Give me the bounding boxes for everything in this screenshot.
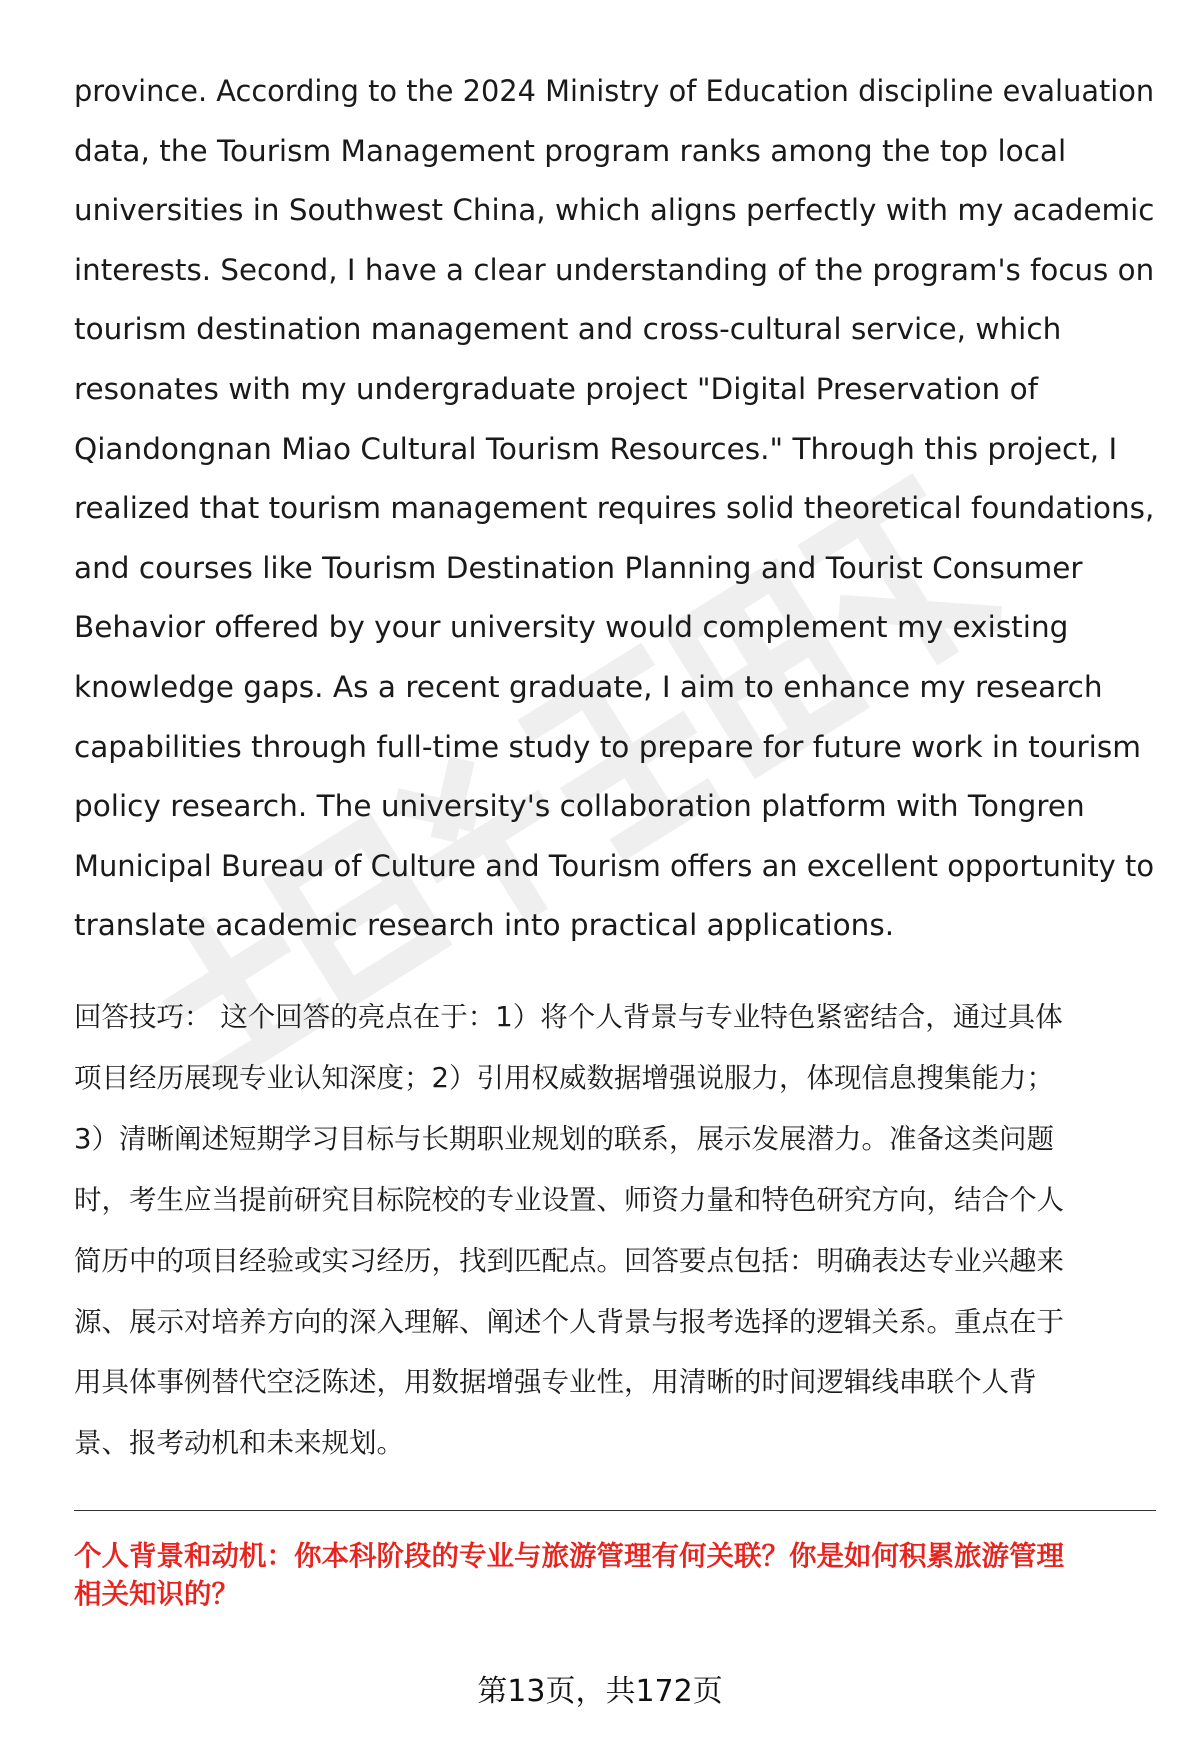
answer-line: Behavior offered by your university would complement my existing	[74, 610, 1069, 645]
answer-line: resonates with my undergraduate project "Digital Preservation of	[74, 371, 1039, 406]
answer-line: translate academic research into practical applications.	[74, 908, 895, 943]
question-line: 个人背景和动机：你本科阶段的专业与旅游管理有何关联？你是如何积累旅游管理	[74, 1540, 1064, 1572]
answer-tips-paragraph	[74, 987, 1154, 1474]
answer-line: policy research. The university's collaboration platform with Tongren	[74, 789, 1085, 824]
tips-line: 3）清晰阐述短期学习目标与长期职业规划的联系，展示发展潜力。准备这类问题	[74, 1122, 1054, 1155]
answer-line: realized that tourism management requires solid theoretical foundations,	[74, 491, 1155, 526]
answer-line: knowledge gaps. As a recent graduate, I aim to enhance my research	[74, 669, 1103, 704]
section-divider	[74, 1510, 1156, 1511]
answer-line: interests. Second, I have a clear understanding of the program's focus on	[74, 252, 1155, 287]
answer-line: tourism destination management and cross-cultural service, which	[74, 312, 1062, 347]
answer-line: and courses like Tourism Destination Planning and Tourist Consumer	[74, 550, 1083, 585]
answer-line: capabilities through full-time study to prepare for future work in tourism	[74, 729, 1141, 764]
tips-line: 项目经历展现专业认知深度；2）引用权威数据增强说服力，体现信息搜集能力；	[74, 1061, 1054, 1094]
answer-line: universities in Southwest China, which aligns perfectly with my academic	[74, 193, 1155, 228]
answer-line: Municipal Bureau of Culture and Tourism offers an excellent opportunity to	[74, 848, 1155, 883]
question-line: 相关知识的？	[74, 1578, 239, 1610]
answer-line: province. According to the 2024 Ministry of Education discipline evaluation	[74, 74, 1155, 108]
tips-line: 用具体事例替代空泛陈述，用数据增强专业性，用清晰的时间逻辑线串联个人背	[74, 1366, 1037, 1399]
answer-paragraph	[74, 62, 1154, 956]
page-number: 第13页，共172页	[477, 1674, 723, 1709]
tips-line: 时，考生应当提前研究目标院校的专业设置、师资力量和特色研究方向，结合个人	[74, 1183, 1064, 1216]
tips-line: 简历中的项目经验或实习经历，找到匹配点。回答要点包括：明确表达专业兴趣来	[74, 1244, 1064, 1277]
question-heading	[74, 1537, 1156, 1613]
answer-line: Qiandongnan Miao Cultural Tourism Resources." Through this project, I	[74, 431, 1118, 466]
tips-line: 回答技巧： 这个回答的亮点在于：1）将个人背景与专业特色紧密结合，通过具体	[74, 1001, 1063, 1033]
tips-line: 源、展示对培养方向的深入理解、阐述个人背景与报考选择的逻辑关系。重点在于	[74, 1305, 1064, 1338]
answer-line: data, the Tourism Management program ranks among the top local	[74, 133, 1067, 168]
tips-line: 景、报考动机和未来规划。	[74, 1427, 404, 1460]
